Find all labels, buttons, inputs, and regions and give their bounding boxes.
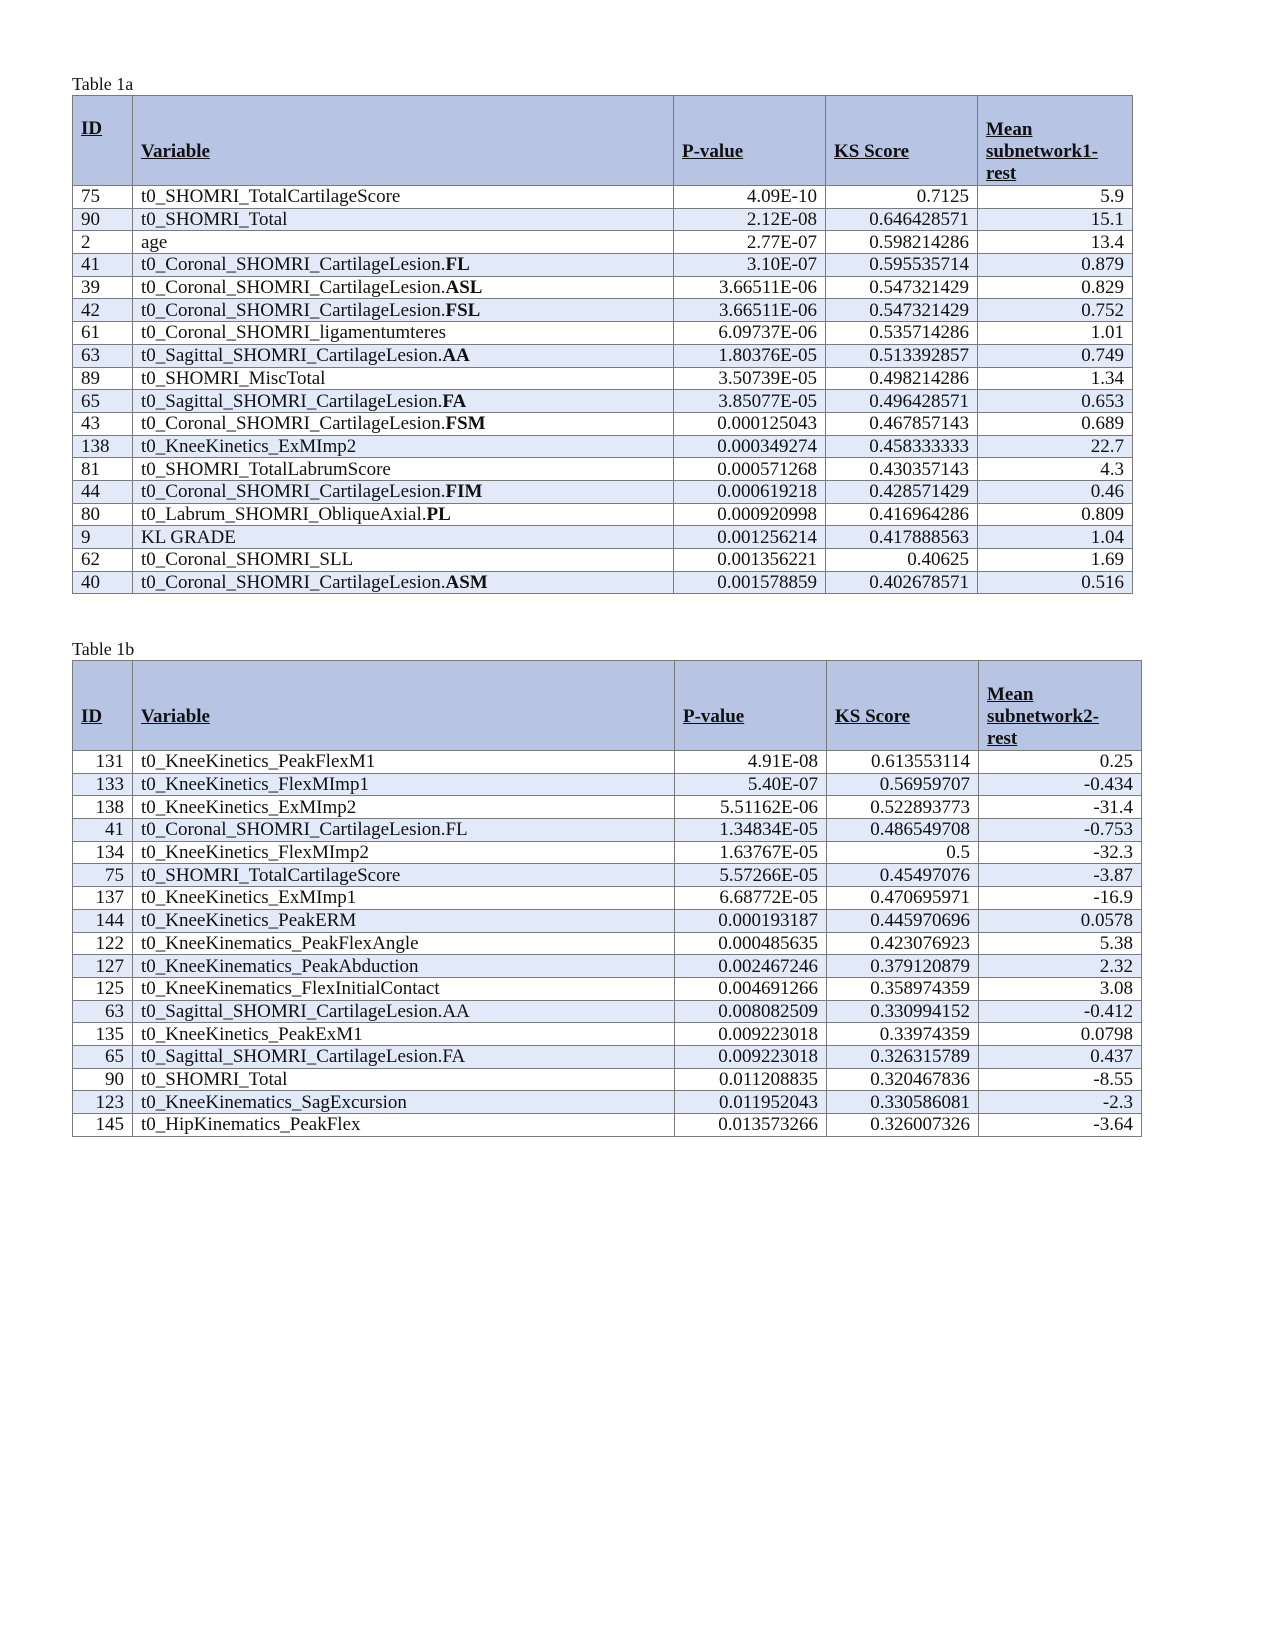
table-row	[73, 412, 1133, 435]
cell-id: 42	[73, 299, 133, 322]
cell-variable	[133, 796, 675, 819]
cell-variable	[133, 254, 674, 277]
cell-mean: 0.749	[978, 344, 1133, 367]
cell-id: 90	[73, 208, 133, 231]
cell-variable	[133, 276, 674, 299]
table-row	[73, 773, 1142, 796]
table-row	[73, 344, 1133, 367]
cell-id: 41	[73, 819, 133, 842]
col-header-id: ID	[73, 661, 133, 751]
cell-mean: 0.809	[978, 503, 1133, 526]
cell-pvalue: 2.12E-08	[674, 208, 826, 231]
variable-name: t0_SHOMRI_TotalCartilageScore	[141, 864, 401, 886]
table-1a	[72, 95, 1133, 594]
cell-mean: 15.1	[978, 208, 1133, 231]
cell-pvalue: 4.09E-10	[674, 186, 826, 209]
cell-pvalue: 4.91E-08	[675, 751, 827, 774]
table-row	[73, 208, 1133, 231]
cell-ks-score: 0.33974359	[827, 1023, 979, 1046]
variable-suffix: ASL	[445, 277, 483, 299]
table-row	[73, 480, 1133, 503]
table-row	[73, 955, 1142, 978]
variable-name: age	[141, 231, 168, 253]
cell-mean: 3.08	[979, 977, 1142, 1000]
cell-variable	[133, 571, 674, 594]
cell-mean: 22.7	[978, 435, 1133, 458]
cell-id: 65	[73, 1045, 133, 1068]
cell-variable	[133, 458, 674, 481]
variable-name: t0_Coronal_SHOMRI_CartilageLesion.	[141, 254, 446, 276]
cell-mean: -3.64	[979, 1114, 1142, 1137]
table-row	[73, 276, 1133, 299]
cell-mean: 0.46	[978, 480, 1133, 503]
table-row	[73, 1068, 1142, 1091]
variable-name: t0_SHOMRI_Total	[141, 1068, 288, 1090]
variable-name: t0_SHOMRI_TotalLabrumScore	[141, 458, 391, 480]
cell-pvalue: 3.85077E-05	[674, 390, 826, 413]
cell-pvalue: 0.001578859	[674, 571, 826, 594]
table-1b	[72, 660, 1142, 1137]
cell-mean: 1.34	[978, 367, 1133, 390]
cell-variable	[133, 841, 675, 864]
cell-mean: -2.3	[979, 1091, 1142, 1114]
cell-variable	[133, 231, 674, 254]
cell-pvalue: 3.50739E-05	[674, 367, 826, 390]
cell-ks-score: 0.496428571	[826, 390, 978, 413]
cell-ks-score: 0.5	[827, 841, 979, 864]
cell-variable	[133, 503, 674, 526]
variable-name: t0_KneeKinetics_ExMImp2	[141, 796, 357, 818]
cell-ks-score: 0.598214286	[826, 231, 978, 254]
variable-name: t0_KneeKinetics_ExMImp2	[141, 435, 357, 457]
cell-mean: 1.01	[978, 322, 1133, 345]
cell-pvalue: 0.000571268	[674, 458, 826, 481]
cell-mean: -0.434	[979, 773, 1142, 796]
cell-mean: 0.879	[978, 254, 1133, 277]
cell-ks-score: 0.402678571	[826, 571, 978, 594]
cell-ks-score: 0.458333333	[826, 435, 978, 458]
cell-mean: 0.752	[978, 299, 1133, 322]
cell-ks-score: 0.547321429	[826, 276, 978, 299]
cell-mean: 13.4	[978, 231, 1133, 254]
cell-pvalue: 0.008082509	[675, 1000, 827, 1023]
cell-ks-score: 0.428571429	[826, 480, 978, 503]
table-row	[73, 1045, 1142, 1068]
variable-name: t0_KneeKinetics_PeakFlexM1	[141, 751, 376, 773]
variable-name: t0_KneeKinematics_PeakAbduction	[141, 955, 419, 977]
cell-ks-score: 0.547321429	[826, 299, 978, 322]
table-1a-caption: Table 1a	[72, 74, 134, 94]
variable-name: t0_SHOMRI_Total	[141, 209, 288, 231]
cell-id: 125	[73, 977, 133, 1000]
cell-pvalue: 0.011952043	[675, 1091, 827, 1114]
table-row	[73, 841, 1142, 864]
cell-pvalue: 0.011208835	[675, 1068, 827, 1091]
cell-ks-score: 0.646428571	[826, 208, 978, 231]
cell-variable	[133, 1045, 675, 1068]
cell-id: 123	[73, 1091, 133, 1114]
table-row	[73, 887, 1142, 910]
cell-variable	[133, 819, 675, 842]
cell-variable	[133, 1114, 675, 1137]
cell-ks-score: 0.7125	[826, 186, 978, 209]
table-row	[73, 1091, 1142, 1114]
cell-pvalue: 0.001256214	[674, 526, 826, 549]
cell-variable	[133, 751, 675, 774]
cell-id: 2	[73, 231, 133, 254]
variable-name: t0_Coronal_SHOMRI_CartilageLesion.	[141, 277, 446, 299]
table-row	[73, 1114, 1142, 1137]
variable-name: t0_KneeKinematics_PeakFlexAngle	[141, 932, 419, 954]
cell-variable	[133, 344, 674, 367]
cell-variable	[133, 322, 674, 345]
cell-variable	[133, 1023, 675, 1046]
cell-pvalue: 0.000193187	[675, 909, 827, 932]
variable-name: t0_KneeKinetics_FlexMImp1	[141, 774, 369, 796]
cell-mean: 0.0798	[979, 1023, 1142, 1046]
cell-id: 133	[73, 773, 133, 796]
cell-ks-score: 0.40625	[826, 549, 978, 572]
variable-name: t0_HipKinematics_PeakFlex	[141, 1114, 361, 1136]
variable-suffix: FSL	[445, 299, 481, 321]
cell-pvalue: 3.66511E-06	[674, 276, 826, 299]
cell-id: 41	[73, 254, 133, 277]
cell-variable	[133, 955, 675, 978]
cell-variable	[133, 773, 675, 796]
cell-ks-score: 0.330586081	[827, 1091, 979, 1114]
variable-name: t0_Labrum_SHOMRI_ObliqueAxial.	[141, 503, 427, 525]
cell-ks-score: 0.595535714	[826, 254, 978, 277]
table-row	[73, 367, 1133, 390]
cell-pvalue: 1.80376E-05	[674, 344, 826, 367]
variable-name: t0_KneeKinetics_ExMImp1	[141, 887, 357, 909]
cell-pvalue: 6.68772E-05	[675, 887, 827, 910]
table-row	[73, 977, 1142, 1000]
table-row	[73, 435, 1133, 458]
cell-mean: 1.04	[978, 526, 1133, 549]
variable-name: t0_Coronal_SHOMRI_CartilageLesion.	[141, 413, 446, 435]
cell-variable	[133, 412, 674, 435]
cell-variable	[133, 1000, 675, 1023]
variable-suffix: FIM	[445, 481, 483, 503]
variable-name: t0_SHOMRI_MiscTotal	[141, 367, 326, 389]
cell-mean: 5.38	[979, 932, 1142, 955]
cell-ks-score: 0.56959707	[827, 773, 979, 796]
cell-pvalue: 0.000920998	[674, 503, 826, 526]
cell-ks-score: 0.522893773	[827, 796, 979, 819]
cell-pvalue: 0.000125043	[674, 412, 826, 435]
cell-id: 65	[73, 390, 133, 413]
variable-suffix: FA	[442, 390, 467, 412]
cell-ks-score: 0.326007326	[827, 1114, 979, 1137]
cell-id: 80	[73, 503, 133, 526]
variable-name: t0_KneeKinematics_SagExcursion	[141, 1091, 407, 1113]
cell-id: 75	[73, 864, 133, 887]
variable-name: t0_Sagittal_SHOMRI_CartilageLesion.	[141, 345, 443, 367]
table-row	[73, 231, 1133, 254]
table-row	[73, 1023, 1142, 1046]
cell-ks-score: 0.430357143	[826, 458, 978, 481]
cell-pvalue: 0.000349274	[674, 435, 826, 458]
cell-mean: 5.9	[978, 186, 1133, 209]
variable-name: t0_Coronal_SHOMRI_CartilageLesion.FL	[141, 819, 468, 841]
cell-id: 122	[73, 932, 133, 955]
cell-ks-score: 0.445970696	[827, 909, 979, 932]
cell-id: 40	[73, 571, 133, 594]
table-row	[73, 390, 1133, 413]
cell-mean: -32.3	[979, 841, 1142, 864]
col-header-mean-subnetwork1-rest: Mean subnetwork1- rest	[978, 96, 1133, 186]
table-row	[73, 322, 1133, 345]
cell-mean: -31.4	[979, 796, 1142, 819]
table-row	[73, 299, 1133, 322]
cell-mean: 0.653	[978, 390, 1133, 413]
variable-name: t0_KneeKinematics_FlexInitialContact	[141, 978, 440, 1000]
cell-mean: 1.69	[978, 549, 1133, 572]
variable-name: KL GRADE	[141, 526, 236, 548]
cell-pvalue: 0.000485635	[675, 932, 827, 955]
variable-name: t0_Sagittal_SHOMRI_CartilageLesion.FA	[141, 1046, 466, 1068]
cell-pvalue: 3.10E-07	[674, 254, 826, 277]
cell-id: 43	[73, 412, 133, 435]
cell-pvalue: 0.001356221	[674, 549, 826, 572]
cell-ks-score: 0.326315789	[827, 1045, 979, 1068]
cell-id: 145	[73, 1114, 133, 1137]
variable-suffix: PL	[426, 503, 451, 525]
cell-id: 138	[73, 435, 133, 458]
cell-ks-score: 0.379120879	[827, 955, 979, 978]
cell-pvalue: 3.66511E-06	[674, 299, 826, 322]
cell-variable	[133, 390, 674, 413]
variable-name: t0_Coronal_SHOMRI_CartilageLesion.	[141, 299, 446, 321]
table-row	[73, 458, 1133, 481]
cell-mean: 0.829	[978, 276, 1133, 299]
table-1b-header-row	[73, 661, 1142, 751]
table-row	[73, 932, 1142, 955]
cell-pvalue: 1.34834E-05	[675, 819, 827, 842]
cell-pvalue: 5.40E-07	[675, 773, 827, 796]
variable-name: t0_KneeKinetics_PeakExM1	[141, 1023, 363, 1045]
table-row	[73, 254, 1133, 277]
cell-ks-score: 0.320467836	[827, 1068, 979, 1091]
col-header-ks-score: KS Score	[827, 661, 979, 751]
cell-ks-score: 0.498214286	[826, 367, 978, 390]
variable-name: t0_Sagittal_SHOMRI_CartilageLesion.AA	[141, 1000, 470, 1022]
cell-id: 137	[73, 887, 133, 910]
cell-mean: 0.437	[979, 1045, 1142, 1068]
cell-id: 89	[73, 367, 133, 390]
variable-name: t0_Coronal_SHOMRI_CartilageLesion.	[141, 481, 446, 503]
cell-variable	[133, 299, 674, 322]
cell-id: 134	[73, 841, 133, 864]
col-header-id: ID	[73, 96, 133, 186]
variable-name: t0_Coronal_SHOMRI_ligamentumteres	[141, 322, 447, 344]
cell-variable	[133, 932, 675, 955]
table-row	[73, 186, 1133, 209]
cell-pvalue: 5.57266E-05	[675, 864, 827, 887]
cell-variable	[133, 208, 674, 231]
cell-mean: -3.87	[979, 864, 1142, 887]
cell-variable	[133, 549, 674, 572]
cell-ks-score: 0.470695971	[827, 887, 979, 910]
cell-variable	[133, 367, 674, 390]
cell-mean: 0.0578	[979, 909, 1142, 932]
cell-pvalue: 0.000619218	[674, 480, 826, 503]
table-row	[73, 819, 1142, 842]
cell-variable	[133, 864, 675, 887]
cell-id: 138	[73, 796, 133, 819]
variable-name: t0_SHOMRI_TotalCartilageScore	[141, 186, 401, 208]
variable-name: t0_Coronal_SHOMRI_CartilageLesion.	[141, 572, 446, 594]
cell-variable	[133, 909, 675, 932]
cell-id: 63	[73, 1000, 133, 1023]
cell-id: 131	[73, 751, 133, 774]
cell-pvalue: 5.51162E-06	[675, 796, 827, 819]
cell-id: 61	[73, 322, 133, 345]
cell-mean: -8.55	[979, 1068, 1142, 1091]
cell-pvalue: 1.63767E-05	[675, 841, 827, 864]
variable-suffix: FL	[445, 254, 470, 276]
variable-name: t0_Coronal_SHOMRI_SLL	[141, 549, 354, 571]
col-header-mean-subnetwork2-rest: Mean subnetwork2- rest	[979, 661, 1142, 751]
table-row	[73, 796, 1142, 819]
table-row	[73, 571, 1133, 594]
table-row	[73, 1000, 1142, 1023]
cell-id: 63	[73, 344, 133, 367]
col-header-variable: Variable	[133, 661, 675, 751]
table-row	[73, 909, 1142, 932]
cell-mean: 0.516	[978, 571, 1133, 594]
variable-name: t0_Sagittal_SHOMRI_CartilageLesion.	[141, 390, 443, 412]
cell-pvalue: 6.09737E-06	[674, 322, 826, 345]
col-header-variable: Variable	[133, 96, 674, 186]
variable-suffix: FSM	[445, 413, 486, 435]
cell-ks-score: 0.358974359	[827, 977, 979, 1000]
cell-mean: 2.32	[979, 955, 1142, 978]
table-row	[73, 549, 1133, 572]
cell-variable	[133, 526, 674, 549]
cell-mean: -0.412	[979, 1000, 1142, 1023]
cell-id: 39	[73, 276, 133, 299]
cell-pvalue: 0.009223018	[675, 1023, 827, 1046]
variable-suffix: AA	[442, 345, 470, 367]
col-header-pvalue: P-value	[675, 661, 827, 751]
cell-ks-score: 0.330994152	[827, 1000, 979, 1023]
cell-variable	[133, 435, 674, 458]
cell-id: 75	[73, 186, 133, 209]
variable-suffix: ASM	[445, 572, 488, 594]
cell-id: 62	[73, 549, 133, 572]
cell-variable	[133, 1068, 675, 1091]
variable-name: t0_KneeKinetics_PeakERM	[141, 910, 357, 932]
cell-id: 90	[73, 1068, 133, 1091]
cell-pvalue: 0.004691266	[675, 977, 827, 1000]
col-header-pvalue: P-value	[674, 96, 826, 186]
cell-ks-score: 0.613553114	[827, 751, 979, 774]
cell-mean: -0.753	[979, 819, 1142, 842]
table-row	[73, 503, 1133, 526]
cell-ks-score: 0.416964286	[826, 503, 978, 526]
cell-pvalue: 0.009223018	[675, 1045, 827, 1068]
cell-id: 44	[73, 480, 133, 503]
cell-ks-score: 0.423076923	[827, 932, 979, 955]
variable-name: t0_KneeKinetics_FlexMImp2	[141, 842, 369, 864]
cell-mean: 0.25	[979, 751, 1142, 774]
cell-ks-score: 0.486549708	[827, 819, 979, 842]
cell-pvalue: 0.002467246	[675, 955, 827, 978]
cell-id: 9	[73, 526, 133, 549]
table-row	[73, 526, 1133, 549]
cell-id: 81	[73, 458, 133, 481]
cell-ks-score: 0.45497076	[827, 864, 979, 887]
table-1b-caption: Table 1b	[72, 639, 135, 659]
cell-mean: -16.9	[979, 887, 1142, 910]
cell-variable	[133, 887, 675, 910]
cell-mean: 4.3	[978, 458, 1133, 481]
cell-variable	[133, 480, 674, 503]
cell-id: 127	[73, 955, 133, 978]
cell-variable	[133, 186, 674, 209]
cell-pvalue: 2.77E-07	[674, 231, 826, 254]
table-1a-header-row	[73, 96, 1133, 186]
cell-variable	[133, 977, 675, 1000]
cell-ks-score: 0.513392857	[826, 344, 978, 367]
cell-id: 135	[73, 1023, 133, 1046]
cell-pvalue: 0.013573266	[675, 1114, 827, 1137]
cell-id: 144	[73, 909, 133, 932]
cell-variable	[133, 1091, 675, 1114]
cell-ks-score: 0.535714286	[826, 322, 978, 345]
table-row	[73, 751, 1142, 774]
cell-ks-score: 0.467857143	[826, 412, 978, 435]
cell-mean: 0.689	[978, 412, 1133, 435]
col-header-ks-score: KS Score	[826, 96, 978, 186]
cell-ks-score: 0.417888563	[826, 526, 978, 549]
table-row	[73, 864, 1142, 887]
